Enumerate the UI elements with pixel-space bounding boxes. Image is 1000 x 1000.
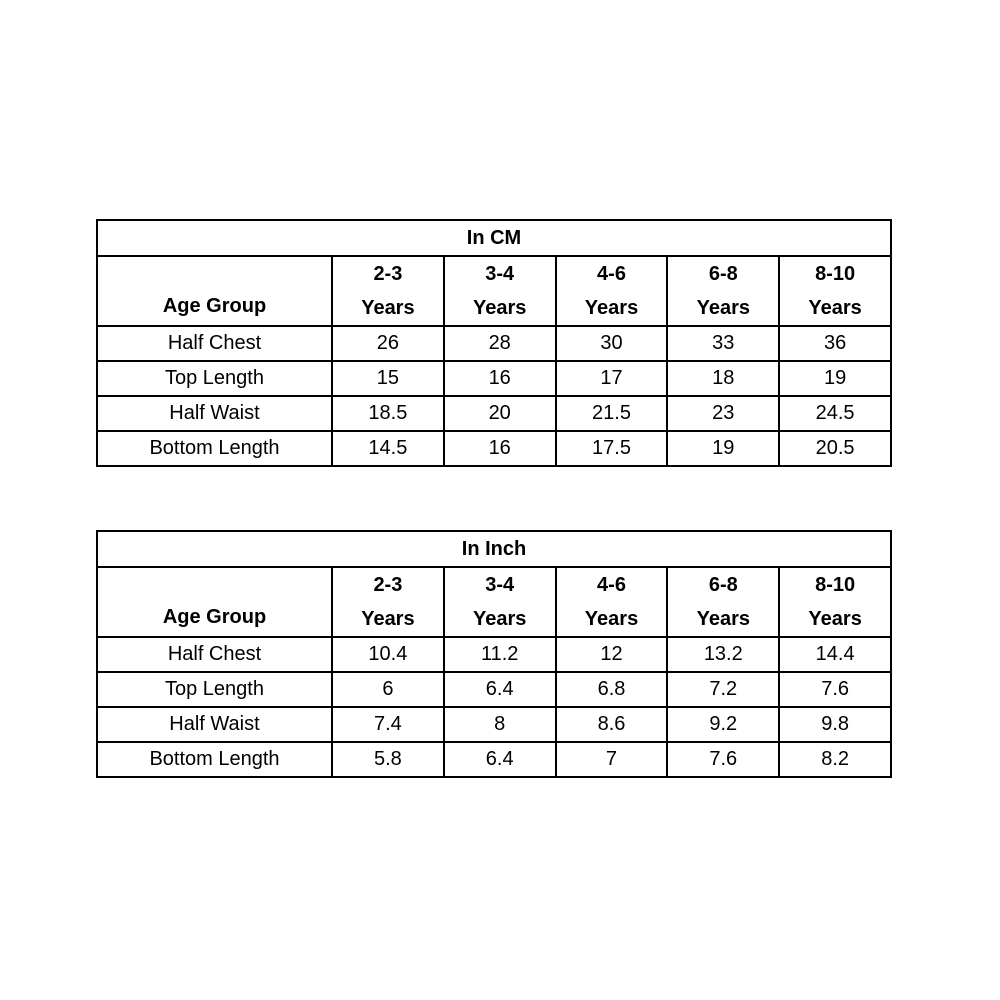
cell-value: 16: [444, 361, 556, 396]
cell-value: 20.5: [779, 431, 891, 466]
row-label: Top Length: [97, 361, 332, 396]
cell-value: 9.2: [667, 707, 779, 742]
cell-value: 6.4: [444, 672, 556, 707]
age-range: 6-8: [708, 574, 738, 596]
age-unit: Years: [808, 608, 862, 630]
cell-value: 16: [444, 431, 556, 466]
cell-value: 6.4: [444, 742, 556, 777]
age-range: 6-8: [708, 263, 738, 285]
cell-value: 9.8: [779, 707, 891, 742]
table-row: [97, 707, 891, 742]
table-row: [97, 742, 891, 777]
cell-value: 10.4: [332, 637, 444, 672]
column-header: [332, 256, 444, 326]
age-range: 2-3: [373, 574, 403, 596]
row-label: Top Length: [97, 672, 332, 707]
row-label: Half Waist: [97, 707, 332, 742]
column-header: [779, 256, 891, 326]
age-unit: Years: [361, 297, 415, 319]
cell-value: 20: [444, 396, 556, 431]
age-group-header: Age Group: [97, 567, 332, 637]
column-header: [556, 256, 668, 326]
cell-value: 12: [556, 637, 668, 672]
cell-value: 15: [332, 361, 444, 396]
size-chart-inch-table: [96, 530, 892, 778]
table-row: [97, 637, 891, 672]
cell-value: 8.2: [779, 742, 891, 777]
size-chart-cm-table: [96, 219, 892, 467]
age-unit: Years: [361, 608, 415, 630]
cell-value: 36: [779, 326, 891, 361]
row-label: Bottom Length: [97, 742, 332, 777]
cell-value: 21.5: [556, 396, 668, 431]
cell-value: 18: [667, 361, 779, 396]
cell-value: 19: [779, 361, 891, 396]
cell-value: 7.4: [332, 707, 444, 742]
table-row: [97, 361, 891, 396]
age-unit: Years: [696, 608, 750, 630]
table-row: [97, 431, 891, 466]
age-range: 3-4: [485, 263, 515, 285]
cell-value: 33: [667, 326, 779, 361]
table-row: [97, 396, 891, 431]
cell-value: 14.5: [332, 431, 444, 466]
age-range: 4-6: [597, 574, 626, 596]
column-header: [444, 567, 556, 637]
age-unit: Years: [584, 608, 639, 630]
age-range: 8-10: [815, 574, 856, 596]
cell-value: 14.4: [779, 637, 891, 672]
cell-value: 30: [556, 326, 668, 361]
age-group-header: Age Group: [97, 256, 332, 326]
row-label: Half Chest: [97, 326, 332, 361]
cell-value: 19: [667, 431, 779, 466]
row-label: Half Waist: [97, 396, 332, 431]
row-label: Half Chest: [97, 637, 332, 672]
column-header: [667, 567, 779, 637]
cell-value: 7.6: [667, 742, 779, 777]
cell-value: 11.2: [444, 637, 556, 672]
cell-value: 7.2: [667, 672, 779, 707]
column-header: [332, 567, 444, 637]
cell-value: 28: [444, 326, 556, 361]
cell-value: 8: [444, 707, 556, 742]
age-unit: Years: [473, 297, 527, 319]
cell-value: 5.8: [332, 742, 444, 777]
cell-value: 13.2: [667, 637, 779, 672]
table-title: In Inch: [97, 531, 891, 567]
age-range: 3-4: [485, 574, 515, 596]
cell-value: 26: [332, 326, 444, 361]
cell-value: 6: [332, 672, 444, 707]
cell-value: 17.5: [556, 431, 668, 466]
cell-value: 6.8: [556, 672, 668, 707]
cell-value: 23: [667, 396, 779, 431]
cell-value: 18.5: [332, 396, 444, 431]
cell-value: 24.5: [779, 396, 891, 431]
age-range: 2-3: [373, 263, 403, 285]
column-header: [556, 567, 668, 637]
row-label: Bottom Length: [97, 431, 332, 466]
age-range: 4-6: [597, 263, 626, 285]
age-unit: Years: [473, 608, 527, 630]
column-header: [779, 567, 891, 637]
table-title: In CM: [97, 220, 891, 256]
age-unit: Years: [696, 297, 750, 319]
age-range: 8-10: [815, 263, 856, 285]
column-header: [667, 256, 779, 326]
cell-value: 7: [556, 742, 668, 777]
cell-value: 8.6: [556, 707, 668, 742]
age-unit: Years: [584, 297, 639, 319]
cell-value: 17: [556, 361, 668, 396]
column-header: [444, 256, 556, 326]
cell-value: 7.6: [779, 672, 891, 707]
age-unit: Years: [808, 297, 862, 319]
table-row: [97, 326, 891, 361]
table-row: [97, 672, 891, 707]
